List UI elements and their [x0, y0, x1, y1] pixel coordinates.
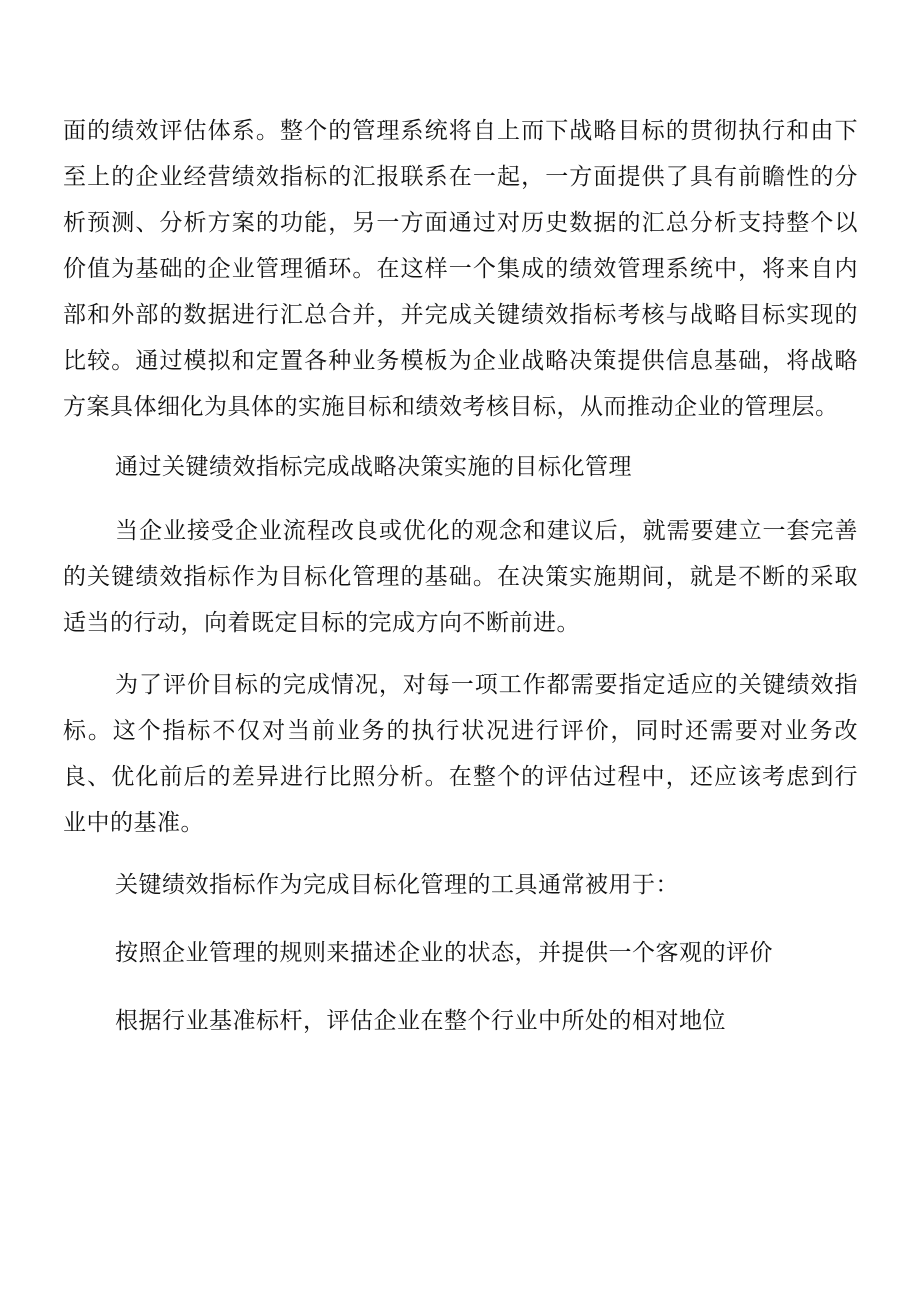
paragraph-evaluation: 为了评价目标的完成情况，对每一项工作都需要指定适应的关键绩效指标。这个指标不仅对当前业务的执行状况进行评价，同时还需要对业务改良、优化前后的差异进行比照分析。在整个的评估过程中，还应该考虑到行业中的基准。 — [63, 672, 858, 836]
list-item-describe-status: 按照企业管理的规则来描述企业的状态，并提供一个客观的评价 — [115, 940, 773, 966]
list-item-industry-benchmark: 根据行业基准标杆，评估企业在整个行业中所处的相对地位 — [115, 1008, 726, 1034]
paragraph-intro: 面的绩效评估体系。整个的管理系统将自上而下战略目标的贯彻执行和由下至上的企业经营绩效指标的汇报联系在一起，一方面提供了具有前瞻性的分析预测、分析方案的功能，另一方面通过对历史数据的汇总分析支持整个以价值为基础的企业管理循环。在这样一个集成的绩效管理系统中，将来自内部和外部的数据进行汇总合并，并完成关键绩效指标考核与战略目标实现的比较。通过模拟和定置各种业务模板为企业战略决策提供信息基础，将战略方案具体细化为具体的实施目标和绩效考核目标，从而推动企业的管理层。 — [63, 118, 858, 420]
paragraph-kpi-foundation: 当企业接受企业流程改良或优化的观念和建议后，就需要建立一套完善的关键绩效指标作为目标化管理的基础。在决策实施期间，就是不断的采取适当的行动，向着既定目标的完成方向不断前进。 — [63, 518, 858, 636]
section-heading: 通过关键绩效指标完成战略决策实施的目标化管理 — [115, 454, 632, 480]
document-body — [63, 108, 858, 1066]
paragraph-kpi-usage: 关键绩效指标作为完成目标化管理的工具通常被用于： — [115, 872, 679, 898]
